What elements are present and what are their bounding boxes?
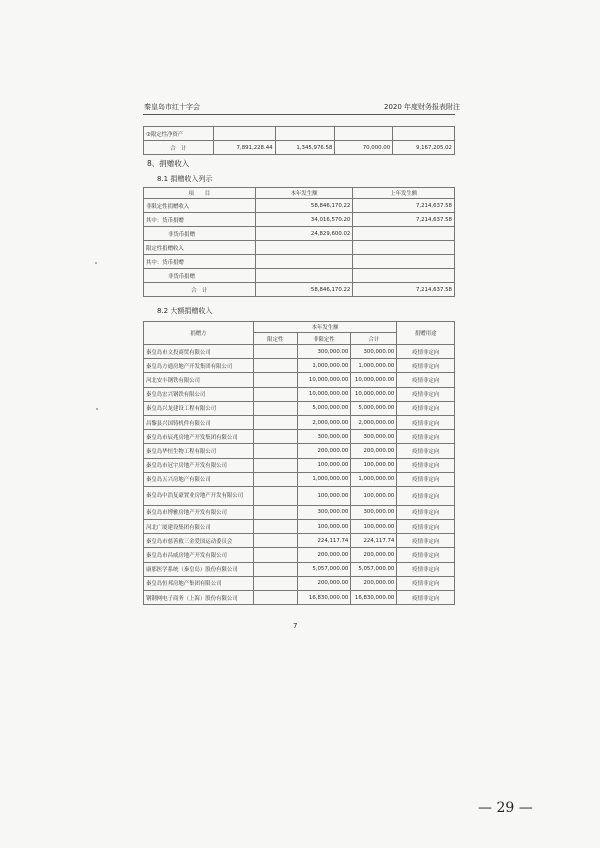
table-row: 其中：货币捐赠 [144, 255, 455, 269]
donor-name: 河北广厦建设集团有限公司 [144, 520, 254, 534]
scan-speck [96, 408, 98, 410]
donor-name: 河北安丰钢铁有限公司 [144, 373, 254, 387]
donor-name: 秦皇岛中浩复豪置业房地产开发有限公司 [144, 486, 254, 505]
net-assets-table [143, 126, 455, 155]
donor-name: 秦皇岛五兴房地产有限公司 [144, 472, 254, 486]
donation-income-table [143, 187, 455, 297]
table-row: 秦皇岛宏兴钢铁有限公司 10,000,000.00 10,000,000.00 疫情非定向 [144, 387, 455, 401]
donor-name: 昌黎县兴国铸机件有限公司 [144, 415, 254, 429]
subsection-title: 8.2 大额捐赠收入 [157, 307, 213, 315]
donor-name: 秦皇岛恒邦房地产集团有限公司 [144, 576, 254, 590]
table-row: 秦皇岛方通房地产开发集团有限公司 1,000,000.00 1,000,000.00 疫情非定向 [144, 359, 455, 373]
table-row: 合 计 58,846,170.22 7,214,637.58 [144, 283, 455, 297]
table-row: 秦皇岛市昌威房地产开发有限公司 200,000.00 200,000.00 疫情非定向 [144, 548, 455, 562]
table-row: 合 计 7,891,228.44 1,345,976.58 70,000.00 9,167,205.02 [144, 141, 455, 155]
section-title: 8、捐赠收入 [147, 159, 190, 168]
table-row: 其中：货币捐赠 34,016,570.20 7,214,637.58 [144, 213, 455, 227]
table-row: 秦皇岛市冠宇房地产开发有限公司 100,000.00 100,000.00 疫情非定向 [144, 458, 455, 472]
inner-page-number: 7 [293, 622, 298, 630]
table-row: 限定性捐赠收入 [144, 241, 455, 255]
donor-name: 康那医学系统（秦皇岛）股份有限公司 [144, 562, 254, 576]
table-row: 秦皇岛恒邦房地产集团有限公司 200,000.00 200,000.00 疫情非定向 [144, 576, 455, 590]
table-row: 非货币捐赠 24,829,600.02 [144, 227, 455, 241]
table-header-row: 限定性 非限定性 合计 [144, 333, 455, 345]
table-row: 秦皇岛市辰兆房地产开发集团有限公司 300,000.00 300,000.00 疫情非定向 [144, 430, 455, 444]
donor-name: 秦皇岛方通房地产开发集团有限公司 [144, 359, 254, 373]
donor-name: 秦皇岛市昌威房地产开发有限公司 [144, 548, 254, 562]
table-header-row: 捐赠方 本年发生额 捐赠用途 [144, 322, 455, 333]
row-label: 合 计 [144, 141, 214, 155]
subsection-title: 8.1 捐赠收入列示 [157, 175, 213, 183]
donor-name: 秦皇岛兴龙建设工程有限公司 [144, 401, 254, 415]
donor-name: 秦皇岛市辰兆房地产开发集团有限公司 [144, 430, 254, 444]
large-donation-table [143, 321, 455, 605]
table-row: 秦皇岛市慈善救三金爱国运动委员会 224,117.74 224,117.74 疫情非定向 [144, 534, 455, 548]
page-number: — 29 — [478, 800, 533, 816]
donor-name: 钢钢网电子商务（上海）股份有限公司 [144, 591, 254, 605]
table-row [144, 127, 455, 141]
table-row: 钢钢网电子商务（上海）股份有限公司 16,830,000.00 16,830,000.00 疫情非定向 [144, 591, 455, 605]
header-report-title: 2020 年度财务报表附注 [384, 103, 461, 111]
row-label: ②限定性净资产 [144, 127, 214, 141]
table-row: 昌黎县兴国铸机件有限公司 2,000,000.00 2,000,000.00 疫情非定向 [144, 415, 455, 429]
table-row: 秦皇岛市博雅房地产开发有限公司 300,000.00 300,000.00 疫情非定向 [144, 505, 455, 519]
table-row: 秦皇岛华恒生物工程有限公司 200,000.00 200,000.00 疫情非定向 [144, 444, 455, 458]
header-org: 秦皇岛市红十字会 [144, 103, 200, 111]
table-row: 秦皇岛五兴房地产有限公司 1,000,000.00 1,000,000.00 疫情非定向 [144, 472, 455, 486]
donor-name: 秦皇岛华恒生物工程有限公司 [144, 444, 254, 458]
table-header-row: 项 目 本年发生额 上年发生额 [144, 188, 455, 199]
table-row: 秦皇岛兴龙建设工程有限公司 5,000,000.00 5,000,000.00 疫情非定向 [144, 401, 455, 415]
table-row: 秦皇岛市文投商贸有限公司 300,000.00 300,000.00 疫情非定向 [144, 345, 455, 359]
donor-name: 秦皇岛宏兴钢铁有限公司 [144, 387, 254, 401]
table-row: 秦皇岛中浩复豪置业房地产开发有限公司 100,000.00 100,000.00 疫情非定向 [144, 486, 455, 505]
scan-speck [95, 262, 97, 264]
donor-name: 秦皇岛市博雅房地产开发有限公司 [144, 505, 254, 519]
table-row: 非货币捐赠 [144, 269, 455, 283]
header-divider [143, 114, 455, 115]
donor-name: 秦皇岛市文投商贸有限公司 [144, 345, 254, 359]
table-row: 康那医学系统（秦皇岛）股份有限公司 5,057,000.00 5,057,000.00 疫情非定向 [144, 562, 455, 576]
table-row: 河北安丰钢铁有限公司 10,000,000.00 10,000,000.00 疫情非定向 [144, 373, 455, 387]
table-row: 河北广厦建设集团有限公司 100,000.00 100,000.00 疫情非定向 [144, 520, 455, 534]
donor-name: 秦皇岛市冠宇房地产开发有限公司 [144, 458, 254, 472]
donor-name: 秦皇岛市慈善救三金爱国运动委员会 [144, 534, 254, 548]
table-row: 非限定性捐赠收入 58,846,170.22 7,214,637.58 [144, 199, 455, 213]
